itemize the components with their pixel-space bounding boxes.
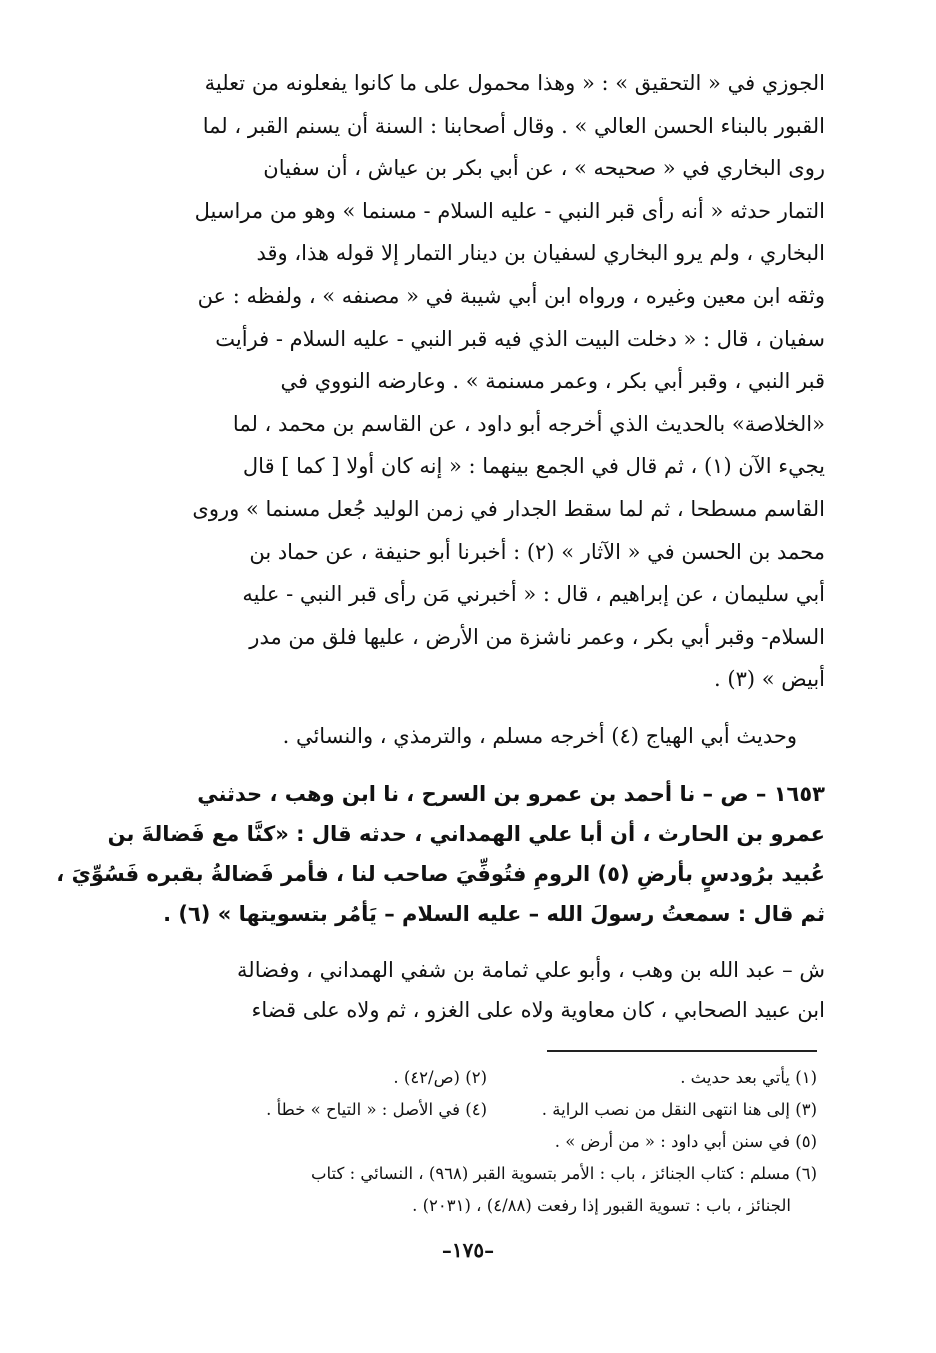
hadith-line: عُبيد برُودسٍ بأرضِ (٥) الرومِ فتُوفِّيَ صاحب لنا ، فأمر فَضالةُ بقبره فَسُوِّيَ ، xyxy=(56,861,825,886)
footnote-row xyxy=(127,1158,817,1190)
text-line: القاسم مسطحا ، ثم لما سقط الجدار في زمن الوليد جُعل مسنما » وروى xyxy=(192,496,825,521)
footnote-2: (٢) (ص/٤٢) . xyxy=(393,1068,487,1087)
hadith-line: ١٦٥٣ – ص – نا أحمد بن عمرو بن السرح ، نا ابن وهب ، حدثني xyxy=(197,781,825,806)
footnote-row xyxy=(127,1126,817,1158)
footnote-4: (٤) في الأصل : « التياح » خطأ . xyxy=(266,1100,487,1119)
footnote-3: (٣) إلى هنا انتهى النقل من نصب الراية . xyxy=(541,1100,817,1119)
footnote-5: (٥) في سنن أبي داود : « من أرض » . xyxy=(554,1132,817,1151)
text-line: أبي سليمان ، عن إبراهيم ، قال : « أخبرني مَن رأى قبر النبي - عليه xyxy=(242,582,825,607)
text-line: روى البخاري في « صحيحه » ، عن أبي بكر بن عياش ، أن سفيان xyxy=(263,156,825,181)
text-line: يجيء الآن (١) ، ثم قال في الجمع بينهما : « إنه كان أولا [ كما ] قال xyxy=(242,454,825,479)
text-line: التمار حدثه « أنه رأى قبر النبي - عليه السلام - مسنما » وهو من مراسيل xyxy=(194,198,825,223)
text-line: وحديث أبي الهياج (٤) أخرجه مسلم ، والترمذي ، والنسائي . xyxy=(282,723,797,748)
footnote-divider xyxy=(547,1050,817,1052)
hadith-text xyxy=(56,774,825,934)
footnote-row xyxy=(127,1094,817,1126)
text-line: وثقه ابن معين وغيره ، ورواه ابن أبي شيبة في « مصنفه » ، ولفظه : عن xyxy=(197,283,825,308)
text-line: سفيان ، قال : « دخلت البيت الذي فيه قبر النبي - عليه السلام - فرأيت xyxy=(215,326,825,351)
footnote-6-continuation: الجنائز ، باب : تسوية القبور إذا رفعت (٤/٨٨) ، (٢٠٣١) . xyxy=(412,1196,791,1215)
text-line: «الخلاصة» بالحديث الذي أخرجه أبو داود ، عن القاسم بن محمد ، لما xyxy=(232,411,825,436)
footnote-6: (٦) مسلم : كتاب الجنائز ، باب : الأمر بتسوية القبر (٩٦٨) ، النسائي : كتاب xyxy=(310,1164,817,1183)
text-line: محمد بن الحسن في « الآثار » (٢) : أخبرنا أبو حنيفة ، عن حماد بن xyxy=(249,539,825,564)
footnote-row xyxy=(127,1062,817,1094)
text-line: القبور بالبناء الحسن العالي » . وقال أصحابنا : السنة أن يسنم القبر ، لما xyxy=(202,113,825,138)
text-line: قبر النبي ، وقبر أبي بكر ، وعمر مسنمة » . وعارضه النووي في xyxy=(280,369,825,394)
page-number: –١٧٥– xyxy=(441,1238,495,1262)
text-line: البخاري ، ولم يرو البخاري لسفيان بن دينار التمار إلا قوله هذا، وقد xyxy=(256,241,825,266)
footnote-1: (١) يأتي بعد حديث . xyxy=(680,1068,817,1087)
text-line: ابن عبيد الصحابي ، كان معاوية ولاه على الغزو ، ثم ولاه على قضاء xyxy=(251,997,825,1022)
text-line: أبيض » (٣) . xyxy=(714,667,825,692)
text-line: السلام- وقبر أبي بكر ، وعمر ناشزة من الأرض ، عليها فلق من مدر xyxy=(249,624,825,649)
footnotes xyxy=(127,1062,817,1222)
commentary-paragraph xyxy=(125,62,825,701)
book-page xyxy=(56,62,825,1332)
hadith-line: عمرو بن الحارث ، أن أبا علي الهمداني ، حدثه قال : «كنَّا مع فَضالةَ بن xyxy=(107,821,825,846)
hadith-line: ثم قال : سمعتُ رسولَ الله – عليه السلام – يَأمُر بتسويتها » (٦) . xyxy=(163,901,825,926)
sharh-paragraph xyxy=(125,950,825,1030)
text-line: ش – عبد الله بن وهب ، وأبو علي ثمامة بن شفي الهمداني ، وفضالة xyxy=(237,957,825,982)
hadith-reference-paragraph xyxy=(125,715,825,758)
text-line: الجوزي في « التحقيق » : « وهذا محمول على ما كانوا يفعلونه من تعلية xyxy=(204,71,825,95)
